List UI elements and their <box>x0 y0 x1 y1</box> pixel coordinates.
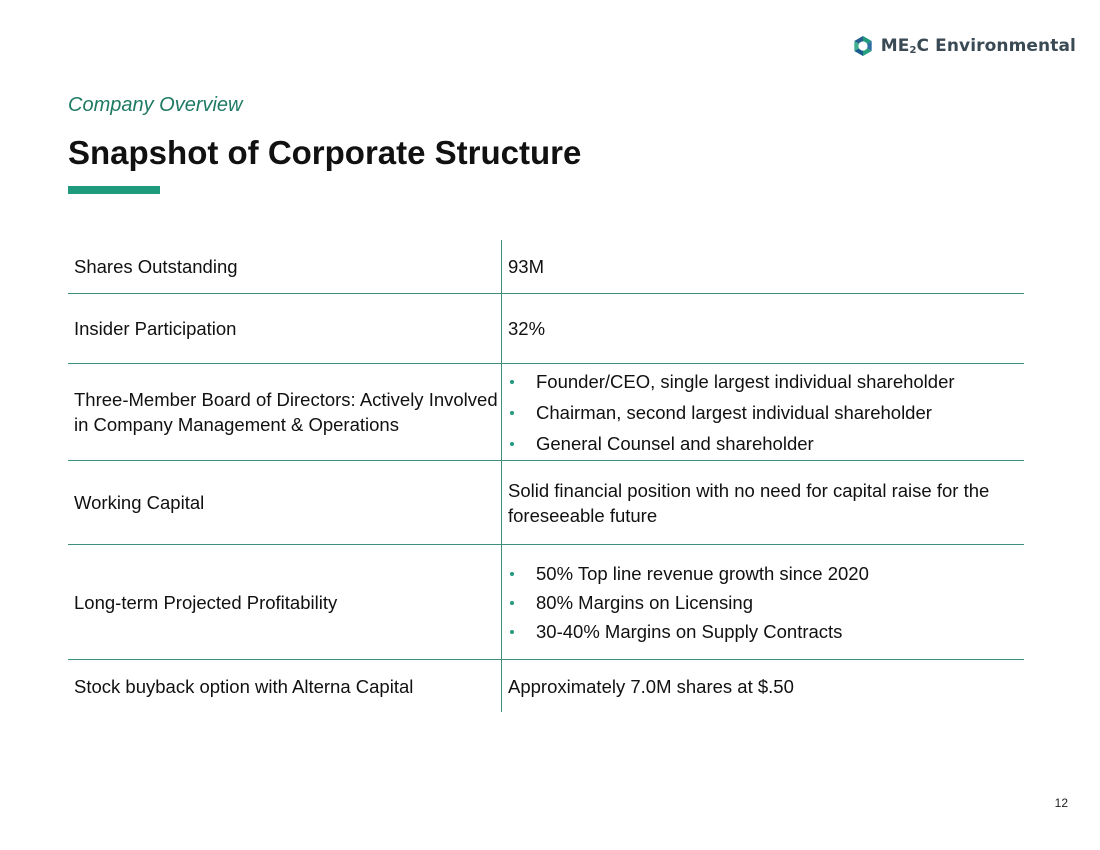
table-row-buyback <box>68 660 1024 712</box>
row-label: Working Capital <box>74 492 205 513</box>
title-accent-bar <box>68 186 160 194</box>
logo-text: $ME_2C$ Environmental <box>880 36 1076 56</box>
logo-icon <box>851 34 875 58</box>
row-value: 32% <box>501 294 1024 363</box>
row-label: Three-Member Board of Directors: Actively Involved in Company Management & Operations <box>74 389 498 435</box>
row-label: Insider Participation <box>74 318 237 339</box>
list-item: Founder/CEO, single largest individual shareholder <box>508 366 1024 397</box>
list-item: Chairman, second largest individual shareholder <box>508 397 1024 428</box>
row-value: Solid financial position with no need for capital raise for the foreseeable future <box>501 461 1024 544</box>
row-label: Long-term Projected Profitability <box>74 591 338 613</box>
row-value <box>501 364 1024 460</box>
section-label: Company Overview <box>68 94 243 116</box>
row-label: Stock buyback option with Alterna Capital <box>74 675 414 697</box>
table-row-working-capital <box>68 461 1024 545</box>
row-value: 93M <box>501 240 1024 293</box>
list-item: 30-40% Margins on Supply Contracts <box>508 617 1024 646</box>
row-label: Shares Outstanding <box>74 256 238 277</box>
corporate-structure-table <box>68 240 1024 712</box>
list-item: 50% Top line revenue growth since 2020 <box>508 559 1024 588</box>
page-number: 12 <box>1054 796 1068 810</box>
bullet-list <box>508 559 1024 646</box>
table-row-insider <box>68 294 1024 364</box>
table-row-shares <box>68 240 1024 294</box>
table-row-board <box>68 364 1024 461</box>
list-item: General Counsel and shareholder <box>508 428 1024 459</box>
page-title: Snapshot of Corporate Structure <box>68 134 582 171</box>
table-row-profitability <box>68 545 1024 660</box>
company-logo <box>851 34 1076 58</box>
bullet-list <box>508 366 1024 459</box>
row-value <box>501 545 1024 659</box>
list-item: 80% Margins on Licensing <box>508 588 1024 617</box>
row-value: Approximately 7.0M shares at $.50 <box>501 660 1024 712</box>
